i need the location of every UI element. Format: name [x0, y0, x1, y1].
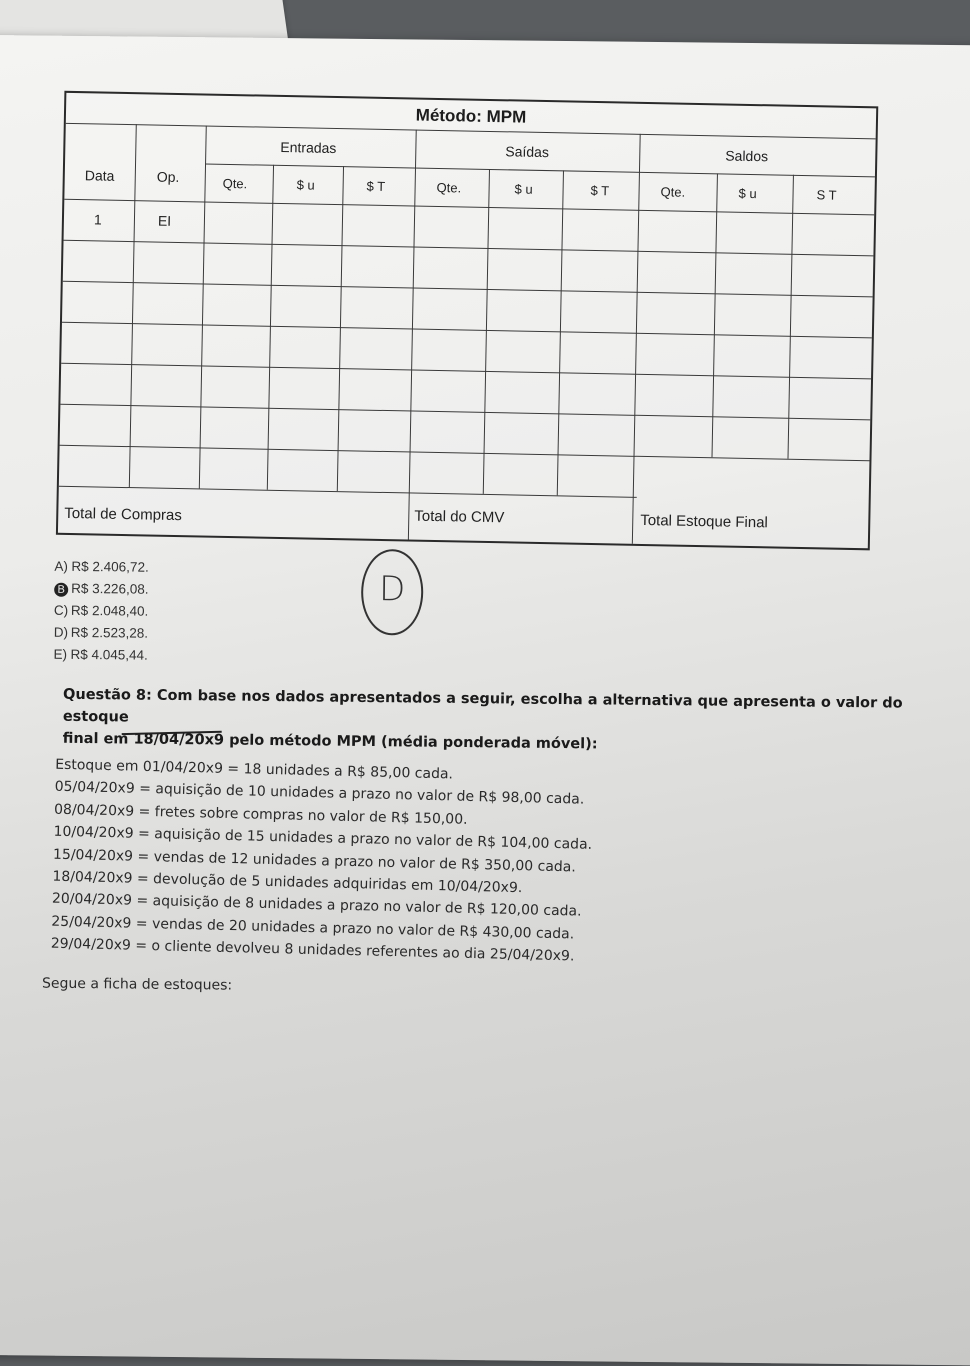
- answer-options: [53, 556, 148, 667]
- rule: [712, 173, 718, 457]
- rule: [64, 199, 874, 216]
- rule: [59, 486, 637, 498]
- row1-op: EI: [157, 212, 172, 229]
- handwritten-letter: D: [378, 569, 406, 610]
- rule: [60, 404, 870, 421]
- rule: [61, 363, 871, 380]
- data-line: Estoque em 01/04/20x9 = 18 unidades a R$ 85,00 cada.: [55, 756, 454, 783]
- rule: [483, 169, 490, 494]
- sub-st-entradas: $ T: [366, 178, 386, 194]
- rule: [205, 163, 875, 177]
- data-line: 05/04/20x9 = aquisição de 10 unidades a prazo no valor de R$ 98,00 cada.: [54, 779, 585, 809]
- question-line-2: final em 18/04/20x9 pelo método MPM (média ponderada móvel):: [62, 730, 598, 753]
- rule: [60, 445, 870, 462]
- header-saidas: Saídas: [505, 143, 550, 161]
- sub-su-saldos: $ u: [738, 185, 757, 202]
- data-line: 15/04/20x9 = vendas de 12 unidades a prazo no valor de R$ 350,00 cada.: [52, 846, 576, 876]
- rule: [632, 134, 641, 544]
- sub-st-saldos: S T: [816, 187, 837, 203]
- rule: [62, 322, 872, 339]
- sub-qte-saldos: Qte.: [660, 184, 686, 200]
- question-data: [51, 754, 594, 969]
- sub-su-saidas: $ u: [514, 181, 533, 197]
- question-line-1: Questão 8: Com base nos dados apresentados a seguir, escolha a alternativa que apresenta o valor do estoque: [62, 686, 903, 726]
- row1-data: 1: [93, 211, 102, 228]
- handwritten-circled-answer: [361, 549, 424, 636]
- exam-page: [0, 35, 970, 1366]
- option-c: [54, 600, 149, 623]
- data-line: 08/04/20x9 = fretes sobre compras no valor de R$ 150,00.: [53, 801, 468, 828]
- rule: [129, 124, 137, 487]
- data-line: 25/04/20x9 = vendas de 20 unidades a prazo no valor de R$ 430,00 cada.: [51, 913, 575, 943]
- rule: [199, 126, 207, 489]
- data-line: 18/04/20x9 = devolução de 5 unidades adquiridas em 10/04/20x9.: [52, 868, 523, 897]
- data-line: 29/04/20x9 = o cliente devolveu 8 unidades referentes ao dia 25/04/20x9.: [50, 935, 575, 965]
- option-text: R$ 2.048,40.: [70, 602, 149, 619]
- rule: [408, 130, 417, 540]
- question-8: [63, 684, 964, 759]
- option-a: [54, 556, 149, 579]
- footer-total-compras: Total de Compras: [64, 504, 183, 525]
- option-letter: E): [53, 646, 68, 662]
- header-entradas: Entradas: [280, 138, 337, 157]
- option-e: [53, 644, 148, 667]
- rule: [64, 240, 874, 257]
- sub-qte-saidas: Qte.: [436, 179, 462, 196]
- header-data: Data: [84, 167, 115, 184]
- footer-total-cmv: Total do CMV: [414, 507, 505, 527]
- rule: [337, 166, 344, 491]
- option-text: R$ 4.045,44.: [70, 646, 148, 663]
- option-b: [54, 578, 149, 601]
- followup-text: Segue a ficha de estoques:: [41, 975, 233, 994]
- header-op: Op.: [156, 168, 180, 186]
- rule: [267, 165, 274, 490]
- option-letter: A): [54, 558, 69, 574]
- data-line: 20/04/20x9 = aquisição de 8 unidades a prazo no valor de R$ 120,00 cada.: [51, 891, 582, 921]
- rule: [557, 170, 564, 495]
- sub-st-saidas: $ T: [590, 182, 610, 199]
- option-letter-marked: B: [54, 583, 68, 597]
- header-saldos: Saldos: [725, 147, 769, 165]
- rule: [63, 281, 873, 298]
- sub-qte-entradas: Qte.: [222, 175, 248, 192]
- option-d: [54, 622, 149, 645]
- option-text: R$ 2.406,72.: [71, 558, 149, 575]
- footer-total-estoque: Total Estoque Final: [640, 511, 768, 532]
- stock-card-table: [56, 91, 878, 551]
- option-text: R$ 2.523,28.: [70, 624, 149, 641]
- option-letter: C): [53, 602, 69, 618]
- stock-card-title: Método: MPM: [415, 105, 527, 127]
- data-line: 10/04/20x9 = aquisição de 15 unidades a prazo no valor de R$ 104,00 cada.: [53, 823, 593, 854]
- option-text: R$ 3.226,08.: [71, 580, 149, 597]
- sub-su-entradas: $ u: [296, 177, 315, 193]
- option-letter: D): [53, 624, 69, 640]
- rule: [787, 175, 793, 459]
